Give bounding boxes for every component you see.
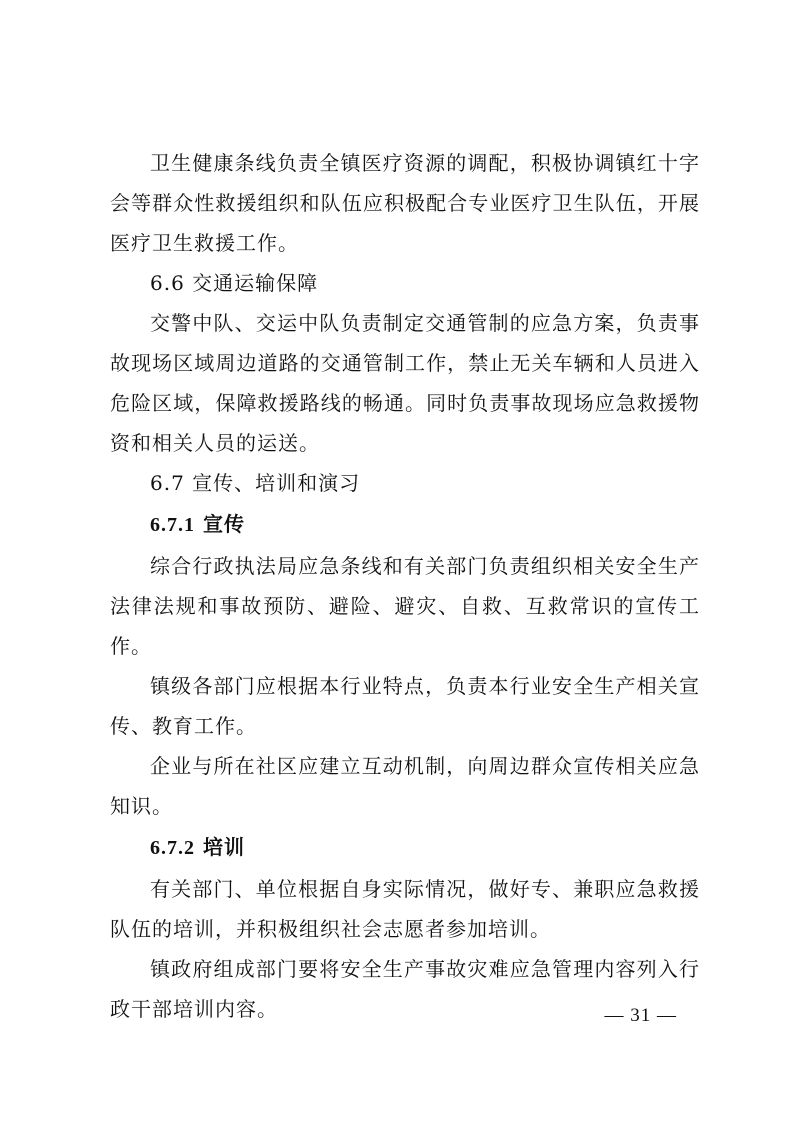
page-number: — 31 —	[604, 1005, 677, 1026]
subsection-title: 宣传	[203, 512, 245, 536]
section-heading-6-6: 6.6 交通运输保障	[150, 271, 319, 295]
paragraph-publicity-3: 企业与所在社区应建立互动机制，向周边群众宣传相关应急知识。	[110, 754, 700, 818]
paragraph-medical-rescue: 卫生健康条线负责全镇医疗资源的调配，积极协调镇红十字会等群众性救援组织和队伍应积极配合专业医疗卫生队伍，开展医疗卫生救援工作。	[110, 151, 700, 255]
subsection-number: 6.7.2	[150, 837, 195, 859]
paragraph-training-1: 有关部门、单位根据自身实际情况，做好专、兼职应急救援队伍的培训，并积极组织社会志愿者参加培训。	[110, 877, 700, 941]
paragraph-traffic-control: 交警中队、交运中队负责制定交通管制的应急方案，负责事故现场区域周边道路的交通管制工作，禁止无关车辆和人员进入危险区域，保障救援路线的畅通。同时负责事故现场应急救援物资和相关人员的运送。	[110, 311, 700, 455]
subsection-title: 培训	[203, 835, 245, 859]
subsection-heading-6-7-1	[110, 503, 700, 546]
document-body	[110, 143, 700, 1029]
paragraph-publicity-2: 镇级各部门应根据本行业特点，负责本行业安全生产相关宣传、教育工作。	[110, 674, 700, 738]
paragraph-publicity-1: 综合行政执法局应急条线和有关部门负责组织相关安全生产法律法规和事故预防、避险、避灾、自救、互救常识的宣传工作。	[110, 554, 700, 658]
section-heading-6-7: 6.7 宣传、培训和演习	[150, 471, 361, 495]
subsection-number: 6.7.1	[150, 514, 195, 536]
subsection-heading-6-7-2	[110, 826, 700, 869]
paragraph-training-2: 镇政府组成部门要将安全生产事故灾难应急管理内容列入行政干部培训内容。	[110, 957, 700, 1021]
